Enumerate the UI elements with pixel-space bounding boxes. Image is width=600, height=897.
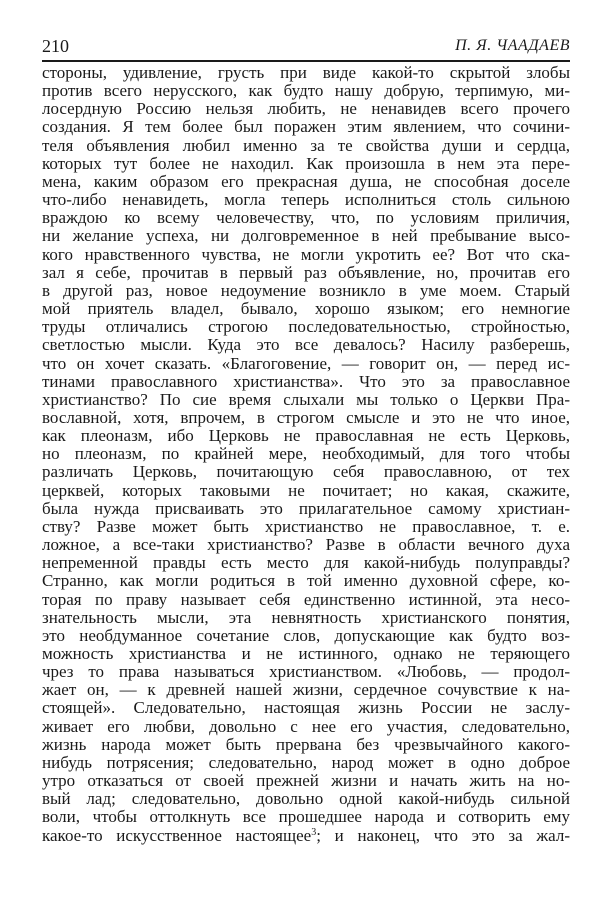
text-line: непременной правды есть место для какой-нибудь полуправды? xyxy=(42,553,570,573)
text-line: ни желание успеха, ни долговременное в ней пребывание высо- xyxy=(42,226,570,246)
text-line: это необдуманное сочетание слов, допускающие как будто воз- xyxy=(42,625,570,645)
text-line: живает его любви, довольно с нее его участия, следовательно, xyxy=(42,716,570,736)
text-line: в другой раз, новое недоумение возникло в уме моем. Старый xyxy=(42,280,570,300)
text-line: что-либо ненавидеть, могла теперь исполниться столь сильною xyxy=(42,190,570,210)
text-line: различать Церковь, почитающую себя православною, от тех xyxy=(42,462,570,482)
text-line: стоящей». Следовательно, настоящая жизнь России не заслу- xyxy=(42,698,570,718)
text-line: враждою ко всему человечеству, что, по условиям приличия, xyxy=(42,208,570,228)
text-line: мена, каким образом его прекрасная душа, не способная доселе xyxy=(42,171,570,191)
text-line: лосердную Россию нельзя любить, не ненавидев всего прочего xyxy=(42,99,570,119)
text-fragment: ; и наконец, что это за жал- xyxy=(316,825,570,845)
text-line: зал я себе, прочитав в первый раз объявление, но, прочитав его xyxy=(42,262,570,282)
text-line: церквей, которых таковыми не почитает; но какая, скажите, xyxy=(42,480,570,500)
text-lines xyxy=(42,64,570,827)
text-line: христианство? По сие время слыхали мы только о Церкви Пра- xyxy=(42,389,570,409)
text-line: можность христианства и не истинного, однако не теряющего xyxy=(42,644,570,663)
text-line: что он хочет сказать. «Благоговение, — говорит он, — перед ис- xyxy=(42,353,570,373)
page-number: 210 xyxy=(42,36,69,56)
text-line: Странно, как могли родиться в той именно духовной сфере, ко- xyxy=(42,571,570,591)
text-line: воли, чтобы оттолкнуть все прошедшее народа и сотворить ему xyxy=(42,807,570,827)
page-header xyxy=(42,36,570,62)
text-line: труды отличались строгою последовательностью, стройностью, xyxy=(42,317,570,337)
text-line: утро отказаться от своей прежней жизни и начать жить на но- xyxy=(42,771,570,791)
text-line: вый лад; следовательно, довольно одной какой-нибудь сильной xyxy=(42,789,570,809)
text-line: вославной, хотя, впрочем, в строгом смысле и это не что иное, xyxy=(42,407,570,427)
text-line: но плеоназм, по крайней мере, необходимый, для того чтобы xyxy=(42,444,570,464)
running-title: П. Я. ЧААДАЕВ xyxy=(455,37,570,54)
text-line: создания. Я тем более был поражен этим явлением, что сочини- xyxy=(42,117,570,137)
text-line: ложное, а все-таки христианство? Разве в области вечного духа xyxy=(42,535,570,555)
body-text xyxy=(42,64,570,845)
text-line: ству? Разве может быть христианство не православное, т. е. xyxy=(42,516,570,536)
text-line: мой приятель владел, бывало, хорошо языком; его немногие xyxy=(42,299,570,319)
text-line: светлостью мысли. Куда это все девалось? Насилу разберешь, xyxy=(42,335,570,355)
text-line: как плеоназм, ибо Церковь не православная не есть Церковь, xyxy=(42,426,570,446)
text-line: тинами православного христианства». Что это за православное xyxy=(42,371,570,391)
text-line: нибудь потрясения; следовательно, народ может в одно доброе xyxy=(42,752,570,772)
footnote-ref[interactable]: 3 xyxy=(311,826,317,838)
text-line-last xyxy=(42,827,570,845)
text-line: торая по праву называет себя единственно истинной, эта несо- xyxy=(42,589,570,609)
text-line: знательность мысли, эта невнятность христианского понятия, xyxy=(42,607,570,627)
text-line: жизнь народа может быть прервана без чрезвычайного какого- xyxy=(42,734,570,754)
text-line: которых тут более не находил. Как произошла в нем эта пере- xyxy=(42,153,570,173)
text-fragment: какое-то искусственное настоящее xyxy=(42,825,312,845)
text-line: теля объявления любил именно за те свойства души и сердца, xyxy=(42,135,570,155)
text-line: чрез то права называться христианством. «Любовь, — продол- xyxy=(42,662,570,682)
text-line: кого нравственного чувства, не могли укротить ее? Вот что ска- xyxy=(42,244,570,264)
text-line: против всего нерусского, как будто нашу добрую, терпимую, ми- xyxy=(42,81,570,101)
text-line: была нужда присваивать это прилагательное самому христиан- xyxy=(42,498,570,518)
text-line: жает он, — к древней нашей жизни, сердечное сочувствие к на- xyxy=(42,680,570,700)
text-line: стороны, удивление, грусть при виде какой-то скрытой злобы xyxy=(42,63,570,82)
